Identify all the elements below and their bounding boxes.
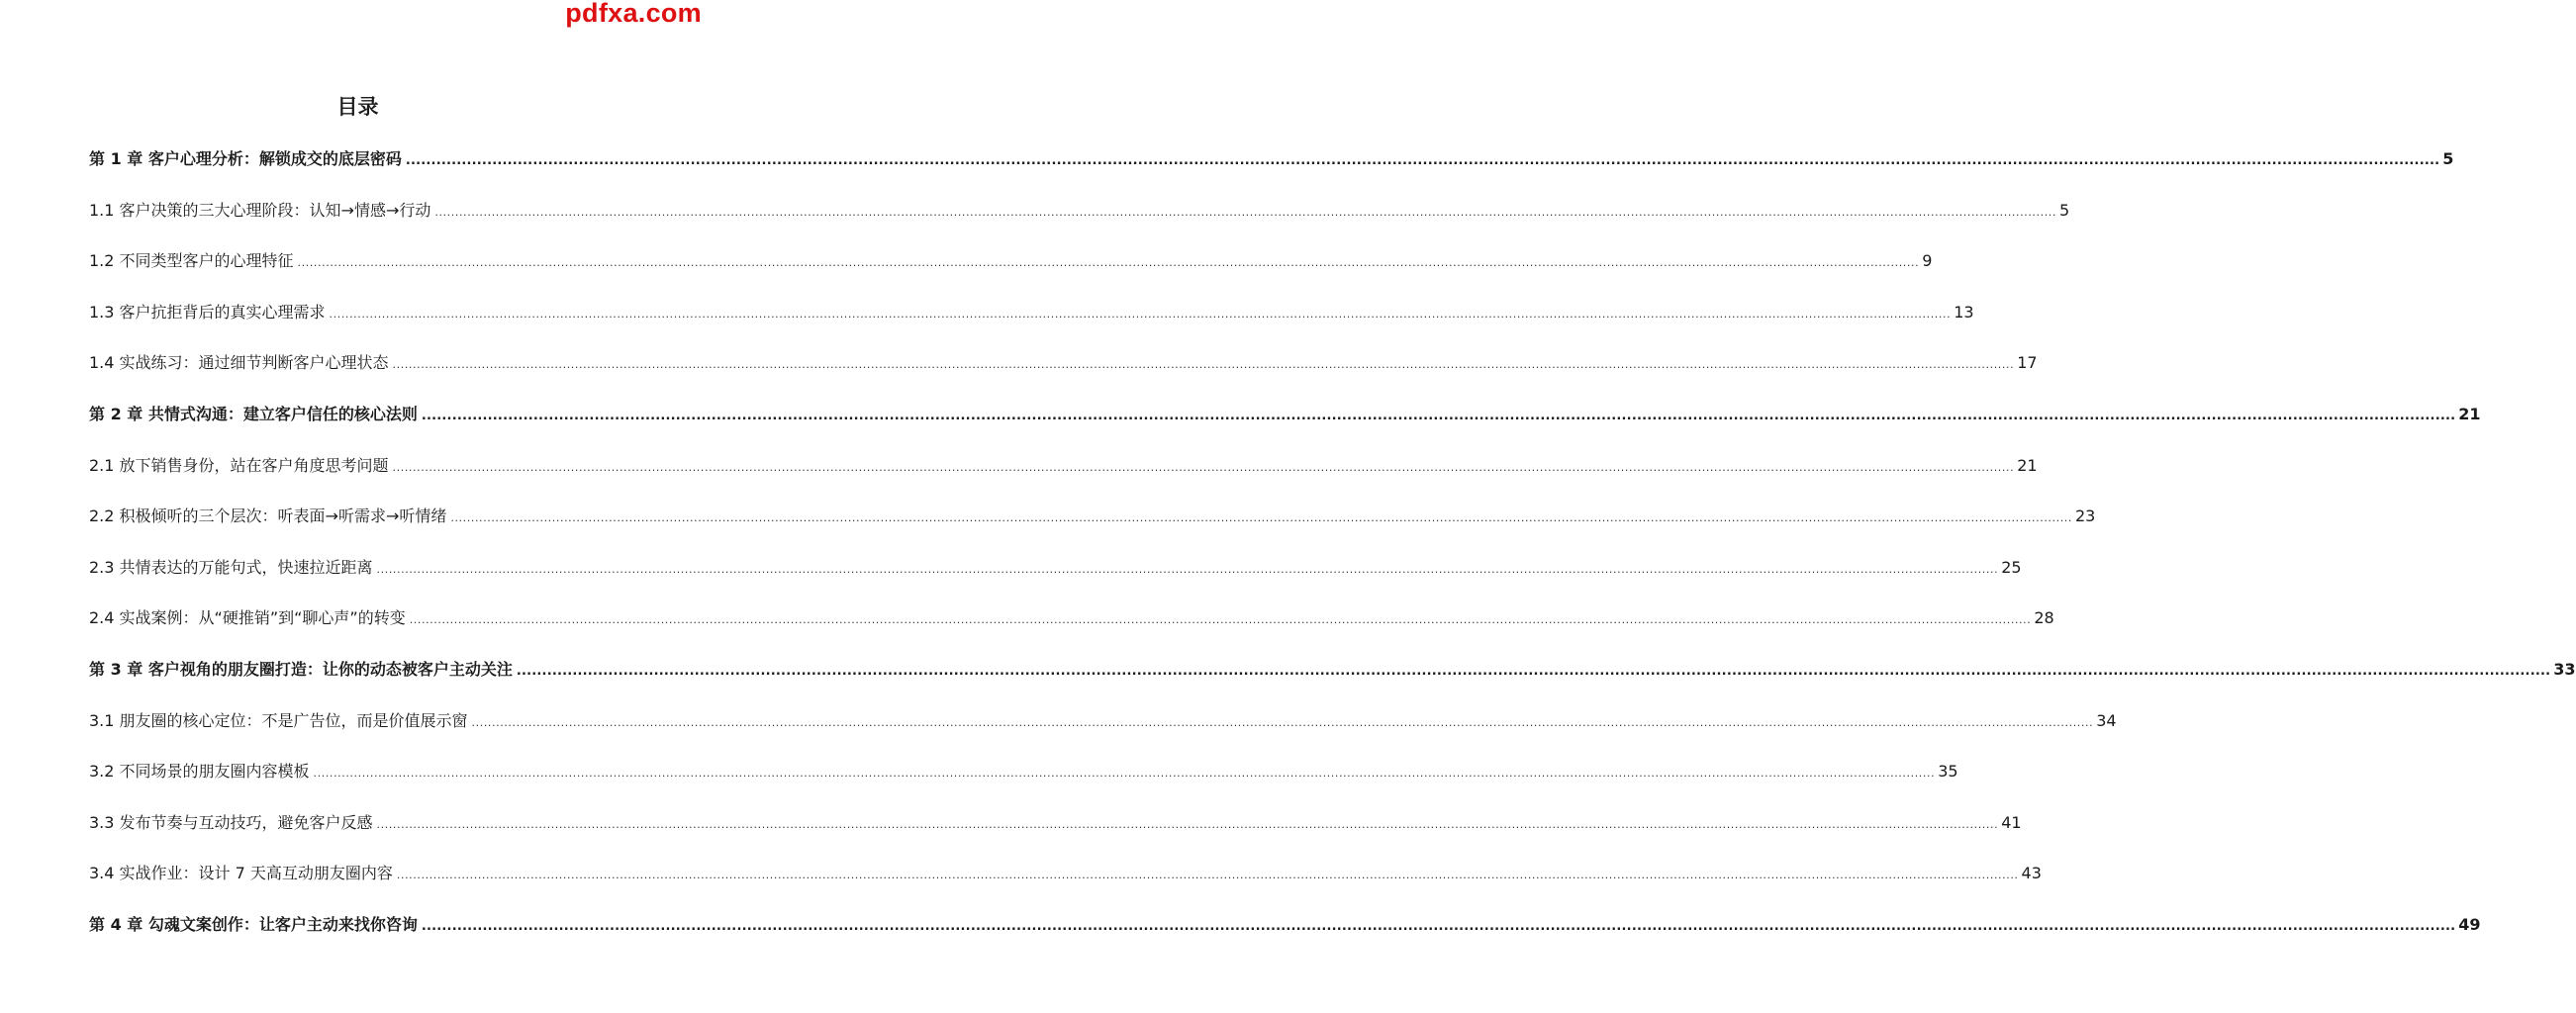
toc-entry-title: 第 2 章 共情式沟通：建立客户信任的核心法则 [89,404,418,423]
toc-page-number: 33 [2553,659,2576,679]
toc-page-number: 5 [2059,200,2070,220]
dot-leader: ................................................................................................................................................................................................................................................................................................................................................................................................................ [376,562,1999,576]
toc-section-entry[interactable] [89,550,2022,586]
dot-leader: ................................................................................................................................................................................................................................................................................................................................................................................................................ [516,663,2551,679]
toc-chapter-entry[interactable] [89,907,2481,943]
dot-leader: ................................................................................................................................................................................................................................................................................................................................................................................................................ [421,918,2456,934]
toc-page-number: 49 [2458,914,2481,934]
toc-section-entry[interactable] [89,856,2042,891]
toc-page-number: 23 [2075,506,2096,526]
toc-entry-title: 2.3 共情表达的万能句式，快速拉近距离 [89,557,373,577]
dot-leader: ................................................................................................................................................................................................................................................................................................................................................................................................................ [297,256,1920,270]
toc-section-entry[interactable] [89,193,2070,229]
toc-entry-title: 3.4 实战作业：设计 7 天高互动朋友圈内容 [89,864,393,883]
dot-leader: ................................................................................................................................................................................................................................................................................................................................................................................................................ [392,358,2015,372]
dot-leader: ................................................................................................................................................................................................................................................................................................................................................................................................................ [471,715,2094,729]
dot-leader: ................................................................................................................................................................................................................................................................................................................................................................................................................ [329,307,1952,321]
toc-entry-title: 1.1 客户决策的三大心理阶段：认知→情感→行动 [89,200,431,220]
toc-page-number: 9 [1922,251,1933,271]
toc-section-entry[interactable] [89,448,2038,484]
toc-entry-title: 3.1 朋友圈的核心定位：不是广告位，而是价值展示窗 [89,710,468,730]
dot-leader: ................................................................................................................................................................................................................................................................................................................................................................................................................ [376,817,1999,831]
toc-entry-title: 2.4 实战案例：从“硬推销”到“聊心声”的转变 [89,608,406,628]
dot-leader: ................................................................................................................................................................................................................................................................................................................................................................................................................ [421,408,2456,423]
toc-entry-title: 1.3 客户抗拒背后的真实心理需求 [89,302,326,322]
toc-page-number: 25 [2001,557,2022,577]
toc-section-entry[interactable] [89,805,2022,841]
watermark: pdfxa.com [565,0,702,28]
page-title: 目录 [336,95,379,119]
toc-entry-title: 3.3 发布节奏与互动技巧，避免客户反感 [89,812,373,832]
table-of-contents [89,141,2576,959]
toc-chapter-entry[interactable] [89,397,2481,432]
toc-entry-title: 2.2 积极倾听的三个层次：听表面→听需求→听情绪 [89,506,447,526]
toc-entry-title: 第 3 章 客户视角的朋友圈打造：让你的动态被客户主动关注 [89,659,513,679]
toc-page-number: 5 [2442,149,2454,168]
dot-leader: ................................................................................................................................................................................................................................................................................................................................................................................................................ [396,869,2019,882]
toc-entry-title: 第 1 章 客户心理分析：解锁成交的底层密码 [89,149,402,168]
dot-leader: ................................................................................................................................................................................................................................................................................................................................................................................................................ [409,613,2032,627]
toc-section-entry[interactable] [89,243,1933,279]
toc-section-entry[interactable] [89,600,2054,636]
dot-leader: ................................................................................................................................................................................................................................................................................................................................................................................................................ [313,767,1936,781]
dot-leader: ................................................................................................................................................................................................................................................................................................................................................................................................................ [405,153,2440,168]
toc-entry-title: 第 4 章 勾魂文案创作：让客户主动来找你咨询 [89,914,418,934]
toc-page-number: 17 [2017,353,2038,373]
dot-leader: ................................................................................................................................................................................................................................................................................................................................................................................................................ [450,511,2072,525]
toc-section-entry[interactable] [89,754,1958,789]
dot-leader: ................................................................................................................................................................................................................................................................................................................................................................................................................ [434,205,2056,219]
dot-leader: ................................................................................................................................................................................................................................................................................................................................................................................................................ [392,460,2015,474]
toc-page-number: 21 [2017,455,2038,475]
toc-page-number: 13 [1954,302,1974,322]
toc-chapter-entry[interactable] [89,141,2454,177]
toc-section-entry[interactable] [89,345,2038,381]
toc-entry-title: 2.1 放下销售身份，站在客户角度思考问题 [89,455,389,475]
toc-page-number: 28 [2034,608,2054,628]
toc-page-number: 43 [2021,864,2042,883]
toc-page-number: 34 [2096,710,2117,730]
toc-entry-title: 1.4 实战练习：通过细节判断客户心理状态 [89,353,389,373]
toc-section-entry[interactable] [89,499,2096,534]
toc-entry-title: 3.2 不同场景的朋友圈内容模板 [89,762,310,782]
toc-entry-title: 1.2 不同类型客户的心理特征 [89,251,294,271]
toc-page-number: 35 [1938,762,1958,782]
toc-page-number: 21 [2458,404,2481,423]
toc-chapter-entry[interactable] [89,652,2576,688]
toc-section-entry[interactable] [89,703,2117,739]
toc-page-number: 41 [2001,812,2022,832]
toc-section-entry[interactable] [89,295,1974,330]
